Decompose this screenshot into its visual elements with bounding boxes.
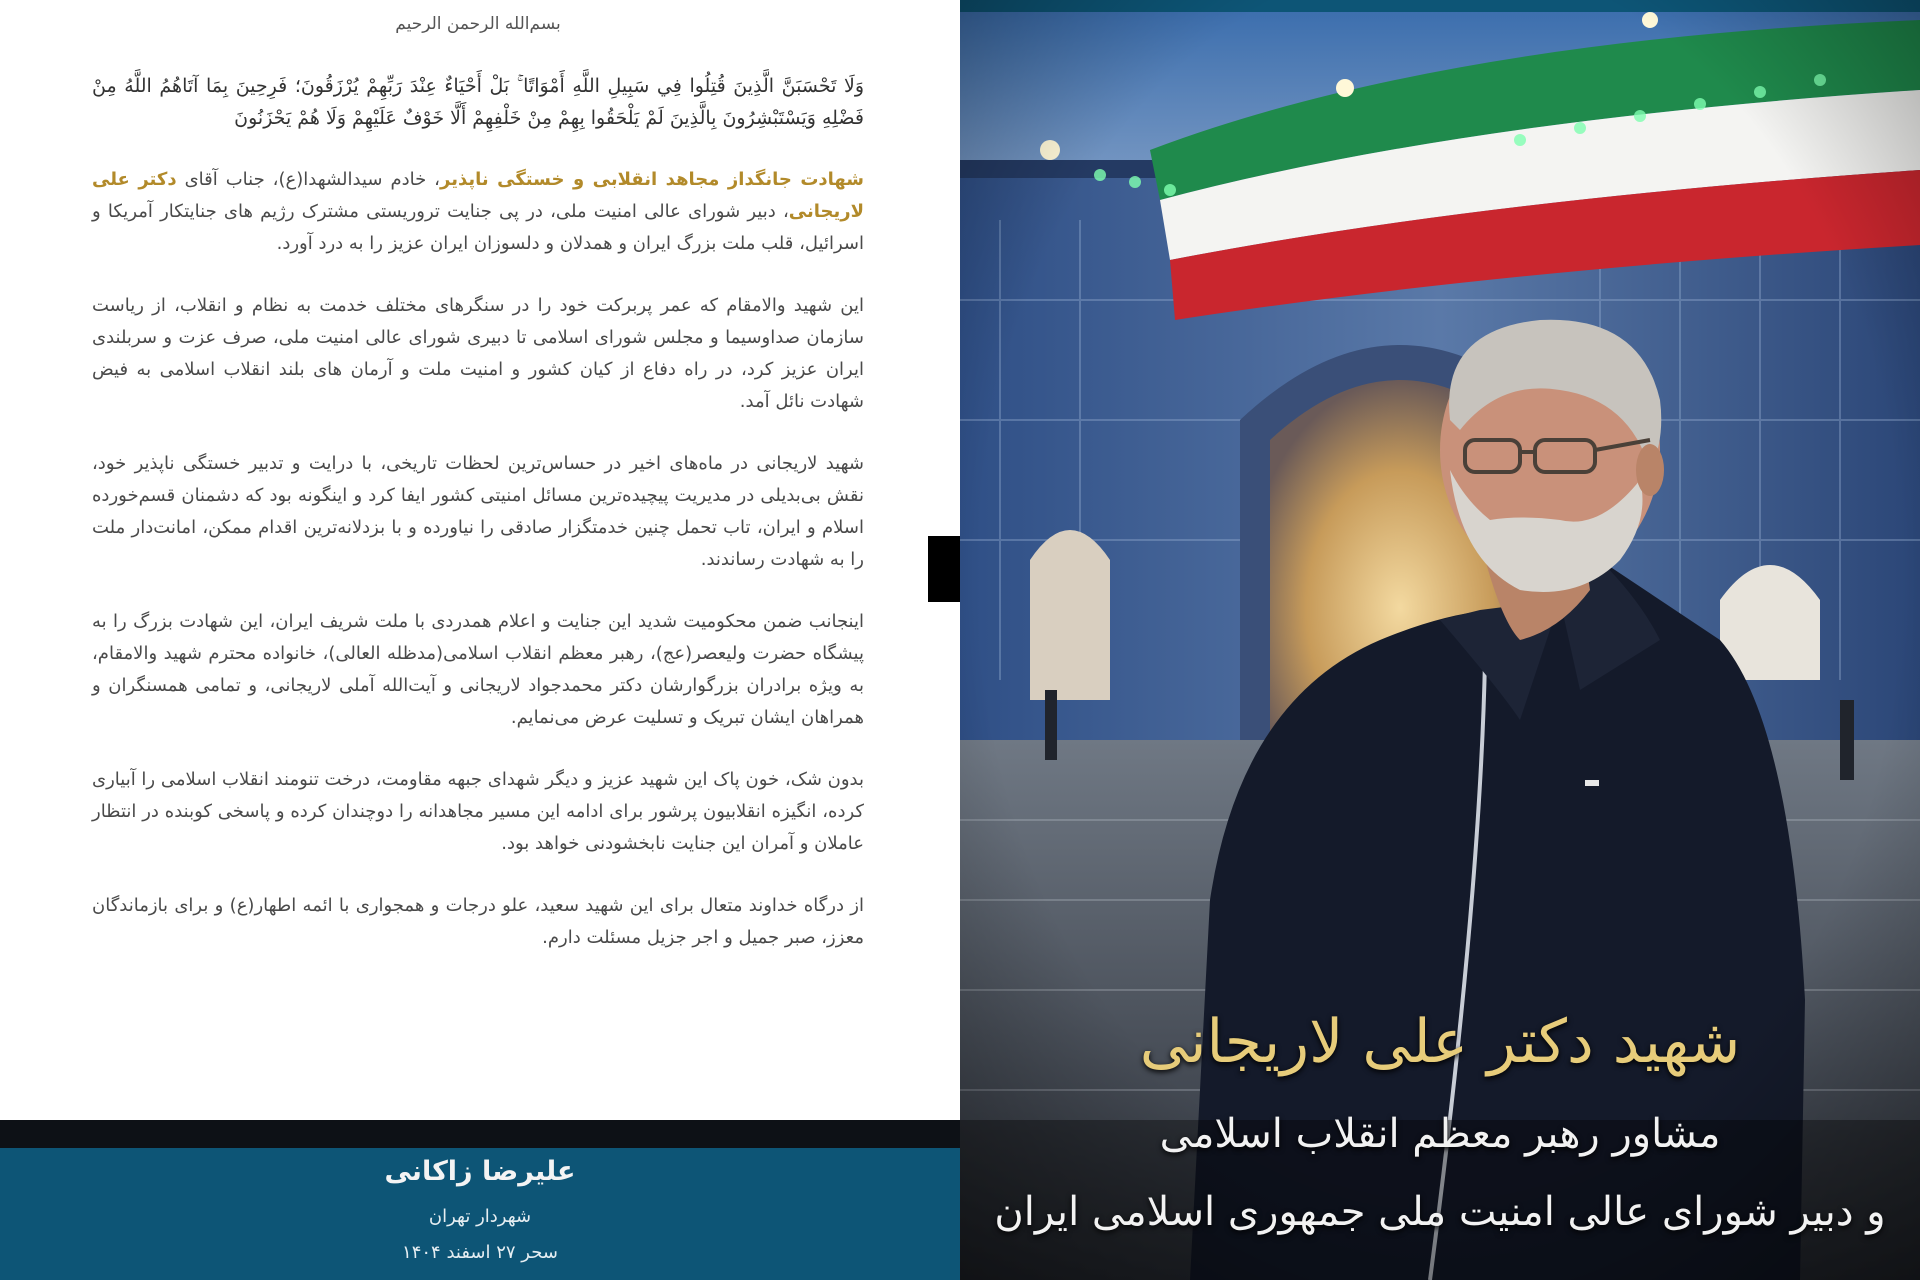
signer-title: شهردار تهران <box>428 1206 532 1227</box>
footer-dark-bar <box>0 1120 960 1148</box>
poster-martyr-name: شهید دکتر علی لاریجانی <box>1139 1007 1741 1077</box>
paragraph-3: شهید لاریجانی در ماه‌های اخیر در حساس‌ترین لحظات تاریخی، با درایت و تدبیر خستگی ناپذیر خود، نقش بی‌بدیلی در مدیریت پیچیده‌ترین مسائل امنیتی کشور ایفا کرد و اینگونه بود که دشمنان قسم‌خورده اسلام و ایران، تاب تحمل چنین خدمتگزار صادقی را نیاورده و با بزدلانه‌ترین اقدام ممکن، امانت‌دار ملت را به شهادت رساندند. <box>92 453 864 570</box>
paragraph-4: اینجانب ضمن محکومیت شدید این جنایت و اعلام همدردی با ملت شریف ایران، این شهادت بزرگ را به پیشگاه حضرت ولیعصر(عج)، رهبر معظم انقلاب اسلامی(مدظله العالی)، خانواده محترم شهید والامقام، به ویژه برادران بزرگوارشان دکتر محمدجواد لاریجانی و آیت‌الله آملی لاریجانی، و تمامی همسنگران و همراهان ایشان تبریک و تسلیت عرض می‌نمایم. <box>92 611 864 728</box>
paragraph-1-text-a: ، خادم سیدالشهدا(ع)، جناب آقای <box>176 169 440 190</box>
paragraph-2: این شهید والامقام که عمر پربرکت خود را در سنگرهای مختلف خدمت به نظام و انقلاب، از ریاست سازمان صداوسیما و مجلس شورای اسلامی تا دبیری شورای عالی امنیت ملی، صرف عزت و سربلندی ایران عزیز کرد، در راه دفاع از کیان کشور و امنیت ملت و آرمان های بلند انقلاب اسلامی به فیض شهادت نائل آمد. <box>92 295 864 412</box>
paragraph-1-text-b: ، دبیر شورای عالی امنیت ملی، در پی جنایت تروریستی مشترک رژیم های جنایتکار آمریکا و اسرائیل، قلب ملت بزرگ ایران و همدلان و دلسوزان ایران عزیز را به درد آورد. <box>92 201 864 254</box>
signer-name: علیرضا زاکانی <box>384 1156 576 1187</box>
paragraph-6: از درگاه خداوند متعال برای این شهید سعید، علو درجات و همجواری با ائمه اطهار(ع) و برای بازماندگان معزز، صبر جمیل و اجر جزیل مسئلت دارم. <box>92 895 864 948</box>
poster-caption <box>960 1000 1920 1244</box>
statement-text <box>92 8 864 984</box>
poster-title-line-1: مشاور رهبر معظم انقلاب اسلامی <box>1159 1111 1721 1157</box>
paragraph-1 <box>92 164 864 260</box>
signature-block <box>0 1148 960 1280</box>
quran-verse: وَلَا تَحْسَبَنَّ الَّذِينَ قُتِلُوا فِي سَبِيلِ اللَّهِ أَمْوَاتًا ۚ بَلْ أَحْيَاءٌ عِنْدَ رَبِّهِمْ يُرْزَقُونَ؛ فَرِحِينَ بِمَا آتَاهُمُ اللَّهُ مِنْ فَضْلِهِ وَيَسْتَبْشِرُونَ بِالَّذِينَ لَمْ يَلْحَقُوا بِهِمْ مِنْ خَلْفِهِمْ أَلَّا خَوْفٌ عَلَيْهِمْ وَلَا هُمْ يَحْزَنُونَ <box>92 75 865 129</box>
highlight-name: دکتر علی لاریجانی <box>92 169 864 222</box>
basmala-heading: بسم‌الله الرحمن الرحیم <box>395 14 561 34</box>
signature-date: سحر ۲۷ اسفند ۱۴۰۴ <box>402 1242 558 1263</box>
statement-document <box>0 0 960 1120</box>
paragraph-5: بدون شک، خون پاک این شهید عزیز و دیگر شهدای جبهه مقاومت، درخت تنومند انقلاب اسلامی را آبیاری کرده، انگیزه انقلابیون پرشور برای ادامه این مسیر مجاهدانه را دوچندان کرده و پاسخی کوبنده در انتظار عاملان و آمران این جنایت نابخشودنی خواهد بود. <box>92 769 864 854</box>
memorial-poster <box>960 0 1920 1280</box>
poster-title-line-2: و دبیر شورای عالی امنیت ملی جمهوری اسلامی ایران <box>994 1189 1886 1235</box>
highlight-martyrdom: شهادت جانگداز مجاهد انقلابی و خستگی ناپذیر <box>440 169 864 190</box>
